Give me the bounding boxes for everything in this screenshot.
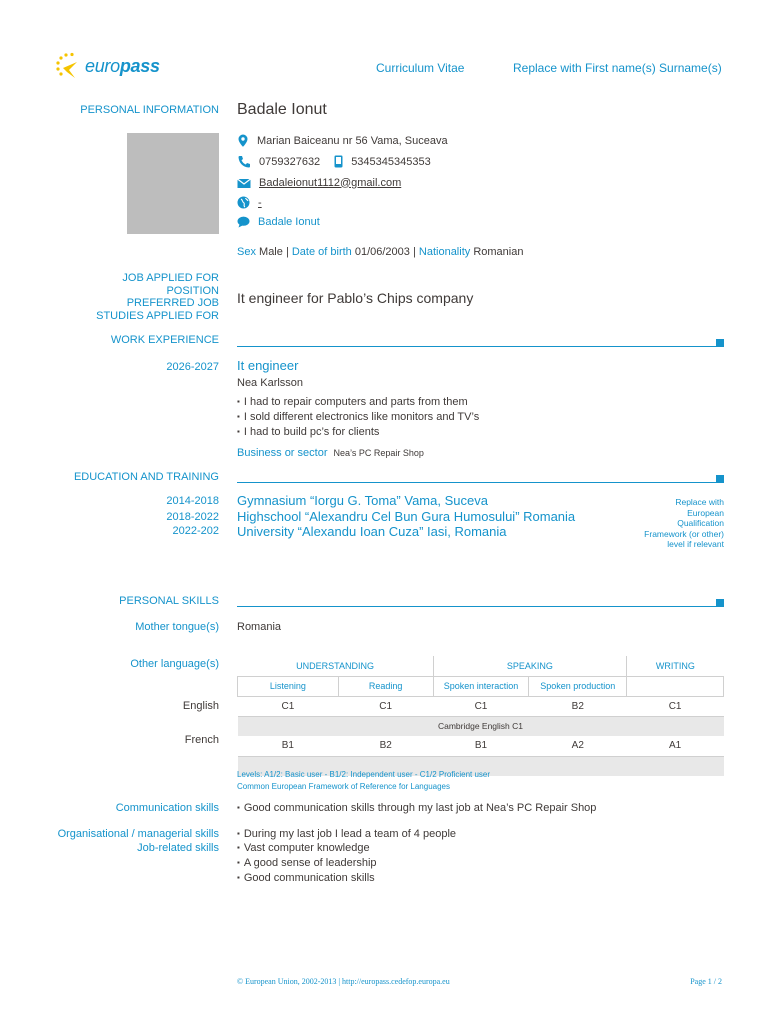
work-bullet: ▪ I sold different electronics like monitors and TV’s [237, 411, 479, 423]
education-title: Gymnasium “Iorgu G. Toma” Vama, Suceva [237, 493, 488, 508]
legend-line: Levels: A1/2: Basic user - B1/2: Independent user - C1/2 Proficient user [237, 770, 491, 779]
email-link[interactable]: Badaleionut1112@gmail.com [259, 176, 402, 189]
eqf-line: Framework (or other) [644, 528, 724, 539]
phone-row [237, 155, 431, 168]
location-pin-icon [237, 134, 249, 147]
page-number: Page 1 / 2 [690, 977, 722, 986]
sex-label: Sex [237, 246, 256, 258]
level-cell: B1 [433, 736, 529, 756]
doc-type-label: Curriculum Vitae [376, 61, 465, 75]
mother-tongue-label: Mother tongue(s) [135, 621, 219, 633]
sector-label: Business or sector [237, 447, 328, 459]
eqf-line: level if relevant [667, 539, 724, 549]
separator: | [412, 246, 416, 258]
europass-stars-icon [55, 52, 89, 82]
level-cell: C1 [338, 696, 433, 716]
language-table [237, 656, 724, 776]
language-name: English [182, 700, 219, 712]
language-levels-legend [237, 769, 490, 793]
education-dates: 2022-202 [172, 525, 219, 537]
group-writing: WRITING [627, 656, 724, 676]
section-label-job-applied [96, 272, 219, 322]
legend-line: Common European Framework of Reference for Languages [237, 782, 450, 791]
eqf-line: Replace with [675, 497, 724, 507]
communication-skills-label: Communication skills [115, 802, 219, 814]
full-name: Badale Ionut [237, 101, 327, 118]
section-divider [237, 346, 717, 347]
messaging-account: Badale Ionut [258, 216, 320, 228]
certificate-row [238, 716, 724, 736]
language-group-header [238, 656, 724, 676]
work-title: It engineer [237, 358, 299, 373]
skill-bullet: ▪ A good sense of leadership [237, 857, 377, 869]
language-sub-header [238, 676, 724, 696]
mobile-number: 5345345345353 [351, 155, 431, 168]
eqf-line: European [687, 507, 724, 518]
section-label-skills: PERSONAL SKILLS [119, 595, 219, 607]
logo-text: europass [85, 56, 160, 76]
phone-icon [237, 155, 251, 168]
email-row [237, 176, 401, 189]
education-dates: 2014-2018 [166, 495, 219, 507]
level-cell: A1 [627, 736, 724, 756]
nationality-value: Romanian [473, 246, 524, 258]
level-cell: C1 [627, 696, 724, 716]
job-applied-label: JOB APPLIED FOR [122, 272, 219, 284]
language-name: French [184, 734, 219, 746]
employer: Nea Karlsson [237, 377, 304, 389]
table-row [238, 736, 724, 756]
group-understanding: UNDERSTANDING [238, 656, 434, 676]
sub-listening: Listening [238, 676, 339, 696]
photo-placeholder [127, 133, 219, 234]
europass-logo [55, 52, 165, 82]
separator: | [285, 246, 289, 258]
phone-number: 0759327632 [259, 155, 321, 168]
eqf-line: Qualification [677, 518, 724, 528]
address: Marian Baiceanu nr 56 Vama, Suceava [257, 134, 448, 147]
work-dates: 2026-2027 [166, 361, 219, 373]
position-label: POSITION [166, 284, 219, 297]
mobile-phone-icon [334, 155, 343, 168]
section-marker [716, 599, 724, 607]
globe-icon [237, 196, 250, 209]
section-marker [716, 475, 724, 483]
other-languages-label: Other language(s) [130, 658, 219, 670]
group-speaking: SPEAKING [433, 656, 627, 676]
education-title: University “Alexandu Ioan Cuza” Iasi, Romania [237, 524, 507, 539]
messaging-row [237, 216, 320, 228]
section-divider [237, 482, 717, 483]
section-divider [237, 606, 717, 607]
organisational-skills-label: Organisational / managerial skills [57, 828, 219, 840]
skill-bullet: ▪ Vast computer knowledge [237, 842, 370, 854]
section-label-work: WORK EXPERIENCE [110, 334, 219, 346]
skill-bullet: ▪ Good communication skills [237, 872, 375, 884]
level-cell: C1 [238, 696, 339, 716]
sub-reading: Reading [338, 676, 433, 696]
education-dates: 2018-2022 [166, 511, 219, 523]
sub-spoken-interaction: Spoken interaction [433, 676, 529, 696]
website-link[interactable]: - [258, 196, 262, 209]
level-cell: B1 [238, 736, 339, 756]
sub-spoken-production: Spoken production [529, 676, 627, 696]
skill-bullet: ▪ During my last job I lead a team of 4 people [237, 828, 456, 840]
personal-details-line [237, 246, 523, 258]
table-row [238, 696, 724, 716]
address-row [237, 134, 448, 147]
email-envelope-icon [237, 176, 251, 189]
sub-writing-blank [627, 676, 724, 696]
level-cell: B2 [529, 696, 627, 716]
preferred-job-label: PREFERRED JOB [126, 297, 219, 309]
section-label-education: EDUCATION AND TRAINING [73, 471, 219, 483]
chat-bubble-icon [237, 216, 250, 228]
nationality-label: Nationality [418, 246, 471, 258]
level-cell: C1 [433, 696, 529, 716]
education-title: Highschool “Alexandru Cel Bun Gura Humosului” Romania [237, 509, 576, 524]
job-applied-value: It engineer for Pablo’s Chips company [237, 290, 474, 306]
work-bullet: ▪ I had to build pc’s for clients [237, 426, 379, 438]
communication-skills-value: ▪ Good communication skills through my last job at Nea’s PC Repair Shop [237, 802, 596, 814]
section-marker [716, 339, 724, 347]
sector-line [237, 447, 424, 459]
level-cell: B2 [338, 736, 433, 756]
dob-label: Date of birth [291, 246, 352, 258]
sex-value: Male [259, 246, 283, 258]
eqf-level-note [630, 497, 724, 550]
dob-value: 01/06/2003 [354, 246, 410, 258]
website-row [237, 196, 262, 209]
sector-value: Nea’s PC Repair Shop [333, 448, 424, 458]
section-label-personal: PERSONAL INFORMATION [80, 104, 219, 116]
work-bullet: ▪ I had to repair computers and parts from them [237, 396, 468, 408]
mother-tongue-value: Romania [237, 621, 282, 633]
certificate: Cambridge English C1 [238, 716, 724, 736]
studies-applied-label: STUDIES APPLIED FOR [96, 309, 219, 322]
name-placeholder: Replace with First name(s) Surname(s) [513, 61, 722, 75]
job-related-skills-label: Job-related skills [137, 842, 219, 854]
level-cell: A2 [529, 736, 627, 756]
footer-copyright: © European Union, 2002-2013 | http://europass.cedefop.europa.eu [237, 977, 450, 986]
